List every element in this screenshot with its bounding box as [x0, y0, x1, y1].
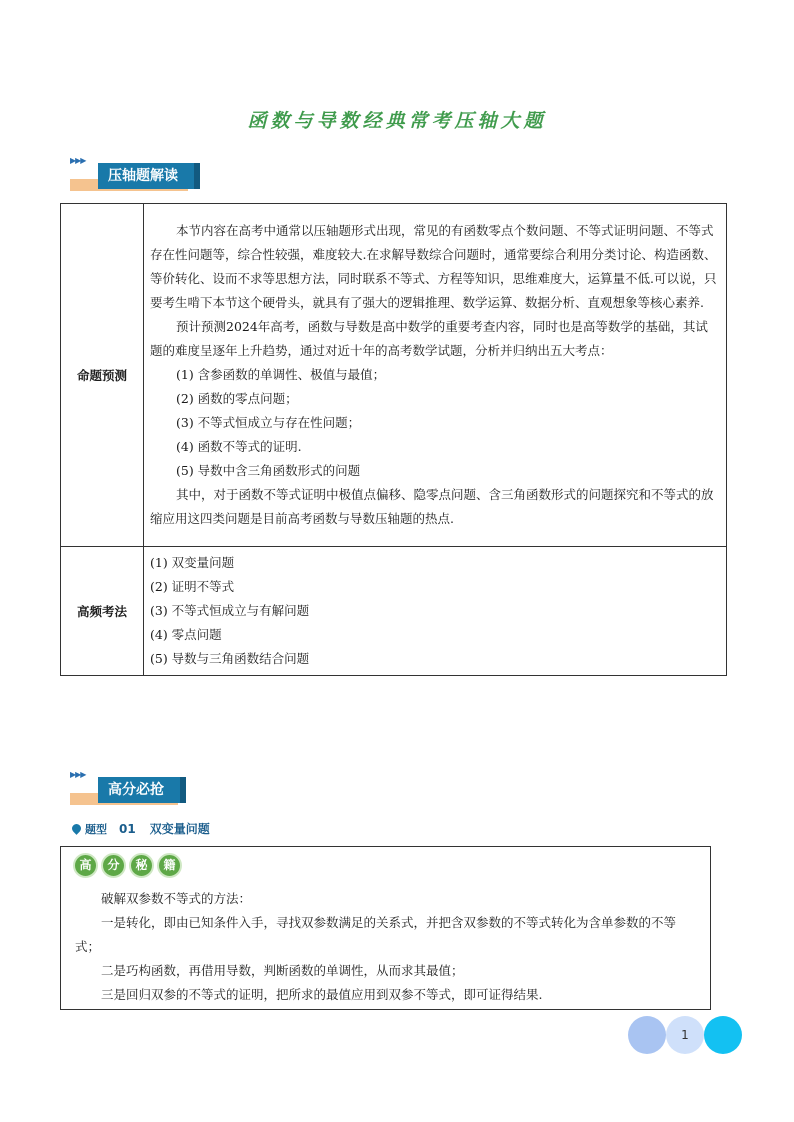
- row-label-prediction: 命题预测: [61, 204, 144, 547]
- prediction-item: (3) 不等式恒成立与存在性问题；: [176, 415, 361, 430]
- page-number-decoration: [628, 1016, 744, 1054]
- tips-text: [75, 887, 700, 1007]
- prediction-item: (1) 含参函数的单调性、极值与最值；: [176, 367, 386, 382]
- tip-line: 三是回归双参的不等式的证明，把所求的最值应用到双参不等式，即可证得结果.: [101, 987, 543, 1002]
- prediction-paragraph-2: 预计预测2024年高考，函数与导数是高中数学的重要考查内容，同时也是高等数学的基础，其试题的难度呈逐年上升趋势，通过对近十年的高考数学试题，分析并归纳出五大考点：: [150, 319, 708, 358]
- badge-circle: 高: [73, 853, 98, 878]
- method-item: (2) 证明不等式: [150, 579, 235, 594]
- frequent-methods-content: [144, 547, 727, 676]
- tip-line: 二是巧构函数，再借用导数，判断函数的单调性，从而求其最值；: [101, 963, 464, 978]
- section-heading-analysis: [70, 157, 210, 193]
- prediction-item: (4) 函数不等式的证明.: [176, 439, 302, 454]
- decor-circle-left: [628, 1016, 666, 1054]
- prediction-item: (2) 函数的零点问题；: [176, 391, 298, 406]
- prediction-closing: 其中，对于函数不等式证明中极值点偏移、隐零点问题、含三角函数形式的问题探究和不等式的放缩应用这四类问题是目前高考函数与导数压轴题的热点.: [150, 487, 714, 526]
- analysis-table: [60, 203, 727, 676]
- badge-circle: 秘: [129, 853, 154, 878]
- location-pin-icon: [70, 822, 83, 835]
- tip-line: 破解双参数不等式的方法：: [101, 891, 252, 906]
- badge-circle: 籍: [157, 853, 182, 878]
- prediction-content: [144, 204, 727, 547]
- tips-badges: [73, 853, 185, 878]
- page-number: 1: [666, 1016, 704, 1054]
- question-type-number: 01: [119, 821, 136, 836]
- tips-box: [60, 846, 711, 1010]
- triple-arrow-icon: ▶▶▶: [70, 770, 86, 779]
- triple-arrow-icon: ▶▶▶: [70, 156, 86, 165]
- tip-line: 一是转化，即由已知条件入手，寻找双参数满足的关系式，并把含双参数的不等式转化为含单参数的不等式；: [75, 915, 677, 954]
- method-item: (4) 零点问题: [150, 627, 222, 642]
- prediction-item: (5) 导数中含三角函数形式的问题: [176, 463, 361, 478]
- heading-label: 压轴题解读: [98, 163, 200, 189]
- decor-circle-right: [704, 1016, 742, 1054]
- question-type-tag: 题型: [85, 822, 107, 836]
- method-item: (5) 导数与三角函数结合问题: [150, 651, 310, 666]
- page-title: 函数与导数经典常考压轴大题: [247, 110, 547, 132]
- question-type-label: [72, 820, 210, 837]
- method-item: (1) 双变量问题: [150, 555, 235, 570]
- badge-circle: 分: [101, 853, 126, 878]
- section-heading-must-score: [70, 771, 200, 807]
- heading-label: 高分必抢: [98, 777, 186, 803]
- prediction-paragraph-1: 本节内容在高考中通常以压轴题形式出现，常见的有函数零点个数问题、不等式证明问题、不等式存在性问题等，综合性较强，难度较大.在求解导数综合问题时，通常要综合利用分类讨论、构造函数、等价转化、设而不求等思想方法，同时联系不等式、方程等知识，思维难度大，运算量不低.可以说，只要考生啃下本节这个硬骨头，就具有了强大的逻辑推理、数学运算、数据分析、直观想象等核心素养.: [150, 223, 717, 310]
- row-label-frequent-methods: 高频考法: [61, 547, 144, 676]
- question-type-name: 双变量问题: [149, 822, 210, 836]
- method-item: (3) 不等式恒成立与有解问题: [150, 603, 310, 618]
